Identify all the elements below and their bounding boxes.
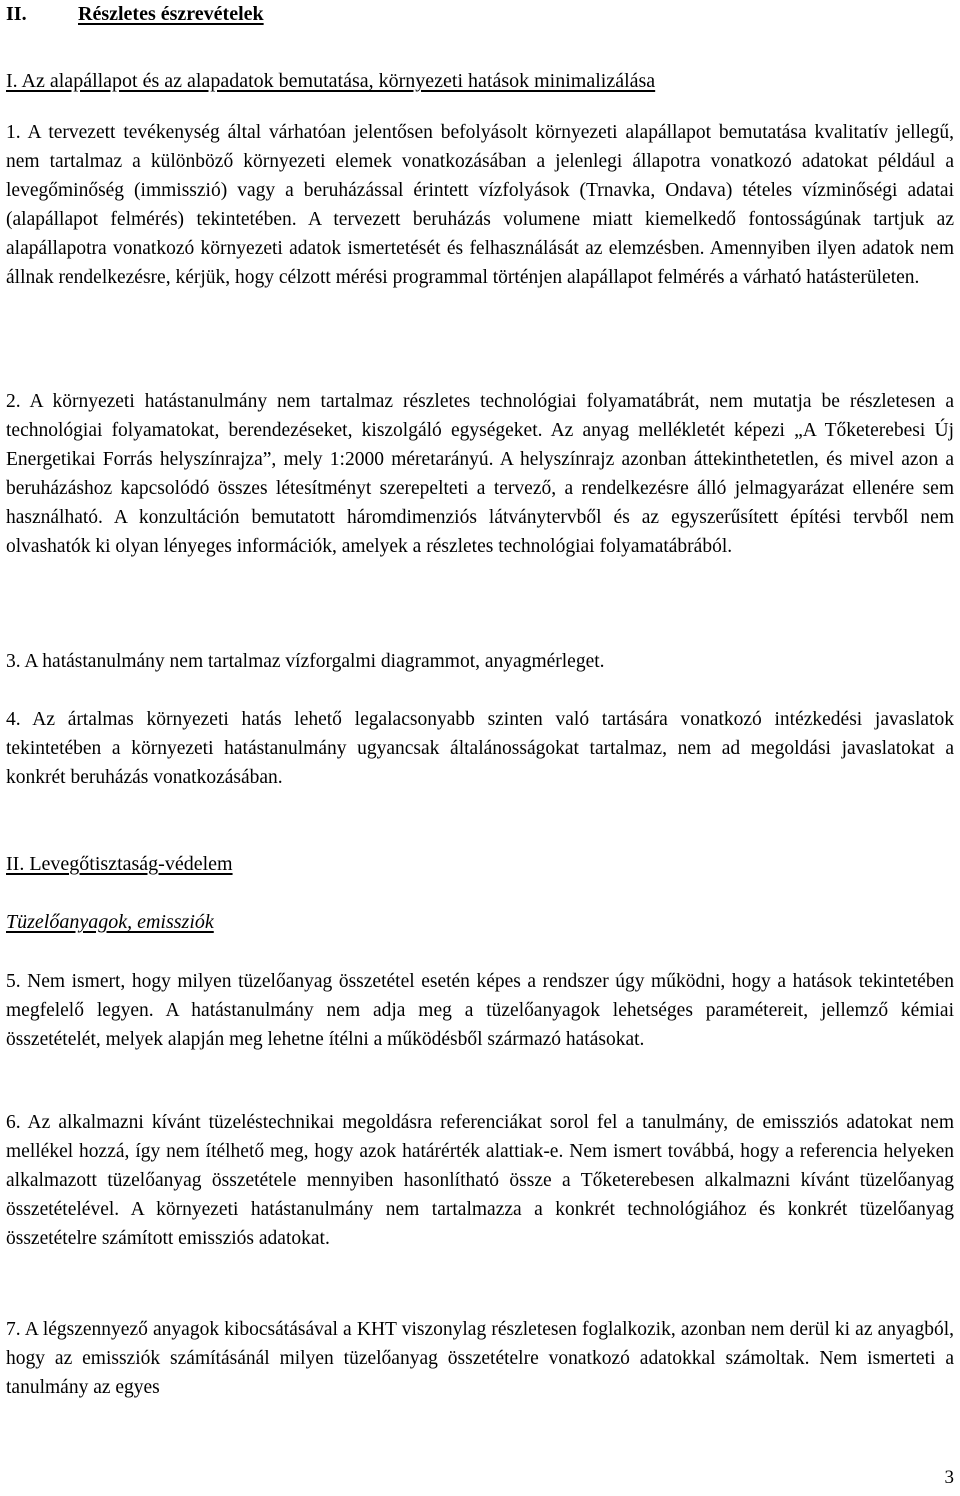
paragraph-3: 3. A hatástanulmány nem tartalmaz vízforgalmi diagrammot, anyagmérleget.	[6, 651, 605, 672]
paragraph-1: 1. A tervezett tevékenység által várhatóan jelentősen befolyásolt környezeti alapállapot bemutatása kvalitatív jellegű, nem tartalmaz a különböző környezeti elemek vonatkozásában a jelenlegi állapotra vonatkozó adatokat például a levegőminőség (immisszió) vagy a beruházással érintett vízfolyások (Trnavka, Ondava) tételes vízminőségi adatai (alapállapot felmérés) tekintetében. A tervezett beruházás volumene miatt kiemelkedő fontosságúnak tartjuk az alapállapotra vonatkozó környezeti adatok ismertetését és felhasználását az elemzésben. Amennyiben ilyen adatok nem állnak rendelkezésre, kérjük, hogy célzott mérési programmal történjen alapállapot felmérés a várható hatásterületen.	[6, 122, 954, 288]
heading-title: Részletes észrevételek	[78, 3, 264, 25]
subsection-title: Tüzelőanyagok, emissziók	[6, 911, 214, 933]
paragraph-6: 6. Az alkalmazni kívánt tüzeléstechnikai megoldásra referenciákat sorol fel a tanulmány, de emissziós adatokat nem mellékel hozzá, így nem ítélhető meg, hogy azok határérték alattiak-e. Nem ismert továbbá, hogy a referencia helyeken alkalmazott tüzelőanyag összetétele mennyiben hasonlítható össze a Tőketerebesen alkalmazni kívánt tüzelőanyag összetételével. A környezeti hatástanulmány nem tartalmazza a konkrét technológiához és konkrét tüzelőanyag összetételre számított emissziós adatokat.	[6, 1112, 954, 1249]
heading-number: II.	[6, 3, 27, 25]
paragraph-4: 4. Az ártalmas környezeti hatás lehető legalacsonyabb szinten való tartására vonatkozó intézkedési javaslatok tekintetében a környezeti hatástanulmány ugyancsak általánosságokat tartalmaz, nem ad megoldási javaslatokat a konkrét beruházás vonatkozásában.	[6, 709, 954, 788]
paragraph-7: 7. A légszennyező anyagok kibocsátásával a KHT viszonylag részletesen foglalkozik, azonban nem derül ki az anyagból, hogy az emissziók számításánál milyen tüzelőanyag összetételre vonatkozó adatokkal számoltak. Nem ismerteti a tanulmány az egyes	[6, 1319, 954, 1398]
page-number: 3	[944, 1467, 954, 1488]
section-title-1: I. Az alapállapot és az alapadatok bemutatása, környezeti hatások minimalizálása	[6, 70, 656, 92]
main-heading	[6, 2, 264, 26]
paragraph-2: 2. A környezeti hatástanulmány nem tartalmaz részletes technológiai folyamatábrát, nem mutatja be részletesen a technológiai folyamatokat, berendezéseket, kiszolgáló egységeket. Az anyag mellékletét képezi „A Tőketerebesi Új Energetikai Forrás helyszínrajza”, mely 1:2000 méretarányú. A helyszínrajz azonban áttekinthetetlen, és mivel azon a beruházáshoz kapcsolódó összes létesítményt szerepelteti a tervező, a rendelkezésre álló jelmagyarázat ellenére sem használható. A konzultáción bemutatott háromdimenziós látványtervből és az egyszerűsített építési tervből nem olvashatók ki olyan lényeges információk, amelyek a részletes technológiai folyamatábrából.	[6, 391, 954, 557]
section-title-2: II. Levegőtisztaság-védelem	[6, 853, 233, 875]
paragraph-5: 5. Nem ismert, hogy milyen tüzelőanyag összetétel esetén képes a rendszer úgy működni, hogy a hatások tekintetében megfelelő legyen. A hatástanulmány nem adja meg a tüzelőanyagok lehetséges paramétereit, jellemző kémiai összetételét, melyek alapján meg lehetne ítélni a működésből származó hatásokat.	[6, 971, 954, 1050]
